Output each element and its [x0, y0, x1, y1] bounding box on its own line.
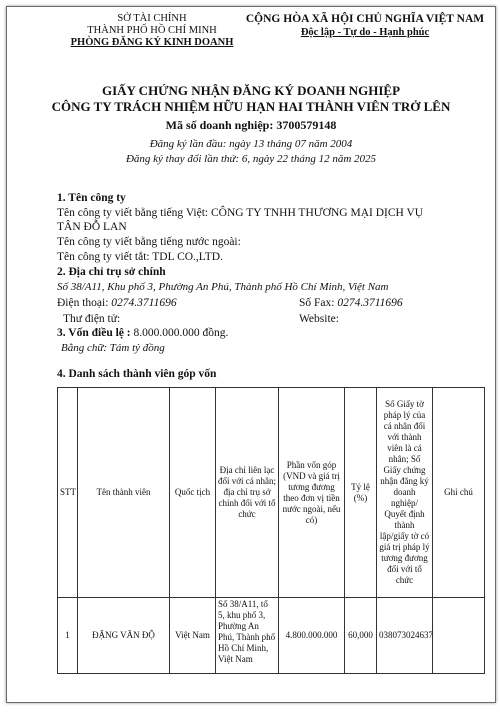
authority-line1: SỞ TÀI CHÍNH	[117, 13, 187, 24]
section1-heading: 1. Tên công ty	[57, 192, 126, 204]
section3-row	[57, 327, 228, 339]
col-stt: STT	[58, 388, 78, 598]
first-registration: Đăng ký lần đầu: ngày 13 tháng 07 năm 2004	[149, 138, 353, 150]
head-office-address: Số 38/A11, Khu phố 3, Phường An Phú, Thành phố Hồ Chí Minh, Việt Nam	[57, 281, 389, 293]
section3-heading: 3. Vốn điều lệ :	[57, 327, 131, 339]
row-contact-address: Số 38/A11, tổ 5, khu phố 3, Phường An Phú, Thành phố Hồ Chí Minh, Việt Nam	[216, 598, 279, 674]
change-registration: Đăng ký thay đổi lần thứ: 6, ngày 22 tháng 12 năm 2025	[125, 153, 377, 165]
phone-value: 0274.3711696	[111, 297, 177, 309]
fax-label: Số Fax:	[299, 297, 335, 309]
table-row	[58, 598, 485, 674]
doc-title: GIẤY CHỨNG NHẬN ĐĂNG KÝ DOANH NGHIỆP	[101, 83, 401, 98]
national-motto	[245, 13, 485, 39]
company-name-foreign: Tên công ty viết bằng tiếng nước ngoài:	[57, 236, 241, 248]
col-contact-address: Địa chỉ liên lạc đối với cá nhân; địa chỉ trụ sở chính đối với tổ chức	[216, 388, 279, 598]
fax-row	[299, 297, 403, 309]
issuing-authority	[57, 13, 247, 49]
table-header-row	[58, 388, 485, 598]
col-ratio: Tỷ lệ (%)	[345, 388, 377, 598]
row-capital: 4.800.000.000	[279, 598, 345, 674]
col-member-name: Tên thành viên	[78, 388, 170, 598]
row-ratio: 60,000	[345, 598, 377, 674]
row-nationality: Việt Nam	[170, 598, 216, 674]
row-member-name: ĐẶNG VĂN ĐỘ	[78, 598, 170, 674]
motto-line1: CỘNG HÒA XÃ HỘI CHỦ NGHĨA VIỆT NAM	[245, 13, 485, 25]
section2-heading: 2. Địa chỉ trụ sở chính	[57, 266, 166, 278]
phone-row	[57, 297, 177, 309]
row-id-document: 038073024637	[377, 598, 433, 674]
tax-code: Mã số doanh nghiệp: 3700579148	[165, 118, 337, 132]
members-table	[57, 387, 485, 674]
doc-subtitle: CÔNG TY TRÁCH NHIỆM HỮU HẠN HAI THÀNH VIÊN TRỞ LÊN	[51, 99, 451, 114]
phone-label: Điện thoại:	[57, 297, 109, 309]
capital-in-words: Bằng chữ: Tám tỷ đồng	[61, 342, 165, 354]
website-label: Website:	[299, 313, 339, 325]
row-stt: 1	[58, 598, 78, 674]
company-short-name: Tên công ty viết tắt: TDL CO.,LTD.	[57, 251, 223, 263]
motto-line2: Độc lập - Tự do - Hạnh phúc	[300, 27, 430, 38]
col-note: Ghi chú	[433, 388, 485, 598]
email-label: Thư điện tử:	[63, 313, 121, 325]
certificate-page	[6, 6, 496, 703]
section4-heading: 4. Danh sách thành viên góp vốn	[57, 368, 217, 380]
charter-capital: 8.000.000.000 đồng.	[133, 327, 229, 339]
col-capital: Phần vốn góp (VND và giá trị tương đương theo đơn vị tiền nước ngoài, nếu có)	[279, 388, 345, 598]
col-id-document: Số Giấy tờ pháp lý của cá nhân đối với thành viên là cá nhân; Số Giấy chứng nhận đăng ký doanh nghiệp/ Quyết định thành lập/giấy tờ có giá trị pháp lý tương đương đối với tổ chức	[377, 388, 433, 598]
col-nationality: Quốc tịch	[170, 388, 216, 598]
authority-line2: THÀNH PHỐ HỒ CHÍ MINH	[87, 25, 217, 36]
fax-value: 0274.3711696	[337, 297, 403, 309]
company-name-vn-cont: TÂN ĐỖ LAN	[57, 221, 127, 233]
row-note	[433, 598, 485, 674]
company-name-vn: Tên công ty viết bằng tiếng Việt: CÔNG TY TNHH THƯƠNG MẠI DỊCH VỤ	[57, 207, 424, 219]
authority-line3: PHÒNG ĐĂNG KÝ KINH DOANH	[70, 37, 234, 48]
